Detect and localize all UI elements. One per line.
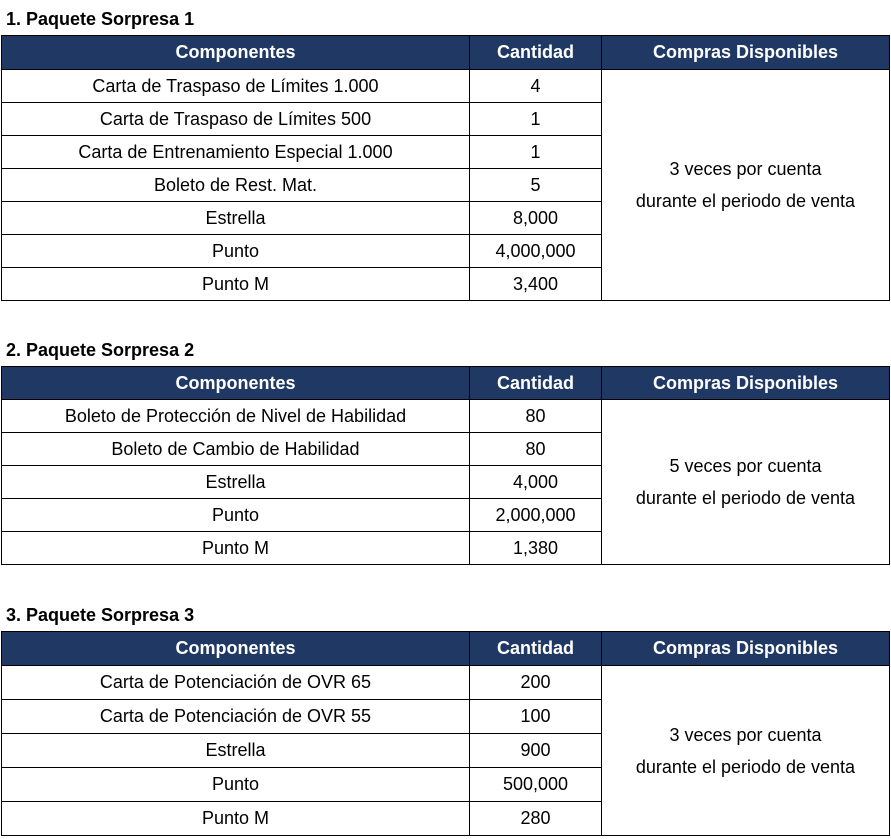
header-quantity: Cantidad bbox=[470, 367, 602, 400]
component-cell: Carta de Potenciación de OVR 65 bbox=[2, 666, 470, 700]
quantity-cell: 80 bbox=[470, 433, 602, 466]
available-line-1: 5 veces por cuenta bbox=[669, 456, 822, 476]
quantity-cell: 1 bbox=[470, 136, 602, 169]
component-cell: Estrella bbox=[2, 202, 470, 235]
component-cell: Boleto de Protección de Nivel de Habilidad bbox=[2, 400, 470, 433]
available-line-2: durante el periodo de venta bbox=[635, 191, 856, 211]
quantity-cell: 3,400 bbox=[470, 268, 602, 301]
table-row bbox=[2, 400, 890, 433]
component-cell: Boleto de Rest. Mat. bbox=[2, 169, 470, 202]
available-line-1: 3 veces por cuenta bbox=[669, 159, 822, 179]
header-components: Componentes bbox=[2, 632, 470, 666]
quantity-cell: 4,000 bbox=[470, 466, 602, 499]
table-header-row bbox=[2, 36, 890, 70]
available-cell bbox=[602, 666, 890, 836]
component-cell: Punto bbox=[2, 768, 470, 802]
available-line-2: durante el periodo de venta bbox=[635, 756, 856, 777]
package-3-table bbox=[1, 631, 890, 836]
component-cell: Punto bbox=[2, 235, 470, 268]
quantity-cell: 80 bbox=[470, 400, 602, 433]
component-cell: Carta de Traspaso de Límites 500 bbox=[2, 103, 470, 136]
component-cell: Carta de Traspaso de Límites 1.000 bbox=[2, 70, 470, 103]
table-header-row bbox=[2, 367, 890, 400]
package-1-title: 1. Paquete Sorpresa 1 bbox=[6, 9, 195, 29]
quantity-cell: 1 bbox=[470, 103, 602, 136]
quantity-cell: 4,000,000 bbox=[470, 235, 602, 268]
table-row bbox=[2, 70, 890, 103]
component-cell: Punto M bbox=[2, 802, 470, 836]
table-header-row bbox=[2, 632, 890, 666]
available-line-1: 3 veces por cuenta bbox=[669, 724, 822, 745]
header-available: Compras Disponibles bbox=[602, 36, 890, 70]
available-line-2: durante el periodo de venta bbox=[635, 488, 856, 508]
header-quantity: Cantidad bbox=[470, 632, 602, 666]
package-2-title: 2. Paquete Sorpresa 2 bbox=[6, 340, 195, 360]
quantity-cell: 1,380 bbox=[470, 532, 602, 565]
available-cell bbox=[602, 70, 890, 301]
header-components: Componentes bbox=[2, 367, 470, 400]
component-cell: Estrella bbox=[2, 734, 470, 768]
quantity-cell: 2,000,000 bbox=[470, 499, 602, 532]
header-quantity: Cantidad bbox=[470, 36, 602, 70]
quantity-cell: 100 bbox=[470, 700, 602, 734]
component-cell: Punto M bbox=[2, 532, 470, 565]
quantity-cell: 900 bbox=[470, 734, 602, 768]
component-cell: Carta de Potenciación de OVR 55 bbox=[2, 700, 470, 734]
component-cell: Punto M bbox=[2, 268, 470, 301]
component-cell: Estrella bbox=[2, 466, 470, 499]
quantity-cell: 280 bbox=[470, 802, 602, 836]
package-2-table bbox=[1, 366, 890, 565]
package-3-title: 3. Paquete Sorpresa 3 bbox=[6, 605, 195, 625]
quantity-cell: 4 bbox=[470, 70, 602, 103]
component-cell: Carta de Entrenamiento Especial 1.000 bbox=[2, 136, 470, 169]
package-1-table bbox=[1, 35, 890, 301]
quantity-cell: 5 bbox=[470, 169, 602, 202]
component-cell: Boleto de Cambio de Habilidad bbox=[2, 433, 470, 466]
quantity-cell: 500,000 bbox=[470, 768, 602, 802]
available-cell bbox=[602, 400, 890, 565]
component-cell: Punto bbox=[2, 499, 470, 532]
header-available: Compras Disponibles bbox=[602, 632, 890, 666]
quantity-cell: 200 bbox=[470, 666, 602, 700]
header-available: Compras Disponibles bbox=[602, 367, 890, 400]
table-row bbox=[2, 666, 890, 700]
header-components: Componentes bbox=[2, 36, 470, 70]
quantity-cell: 8,000 bbox=[470, 202, 602, 235]
